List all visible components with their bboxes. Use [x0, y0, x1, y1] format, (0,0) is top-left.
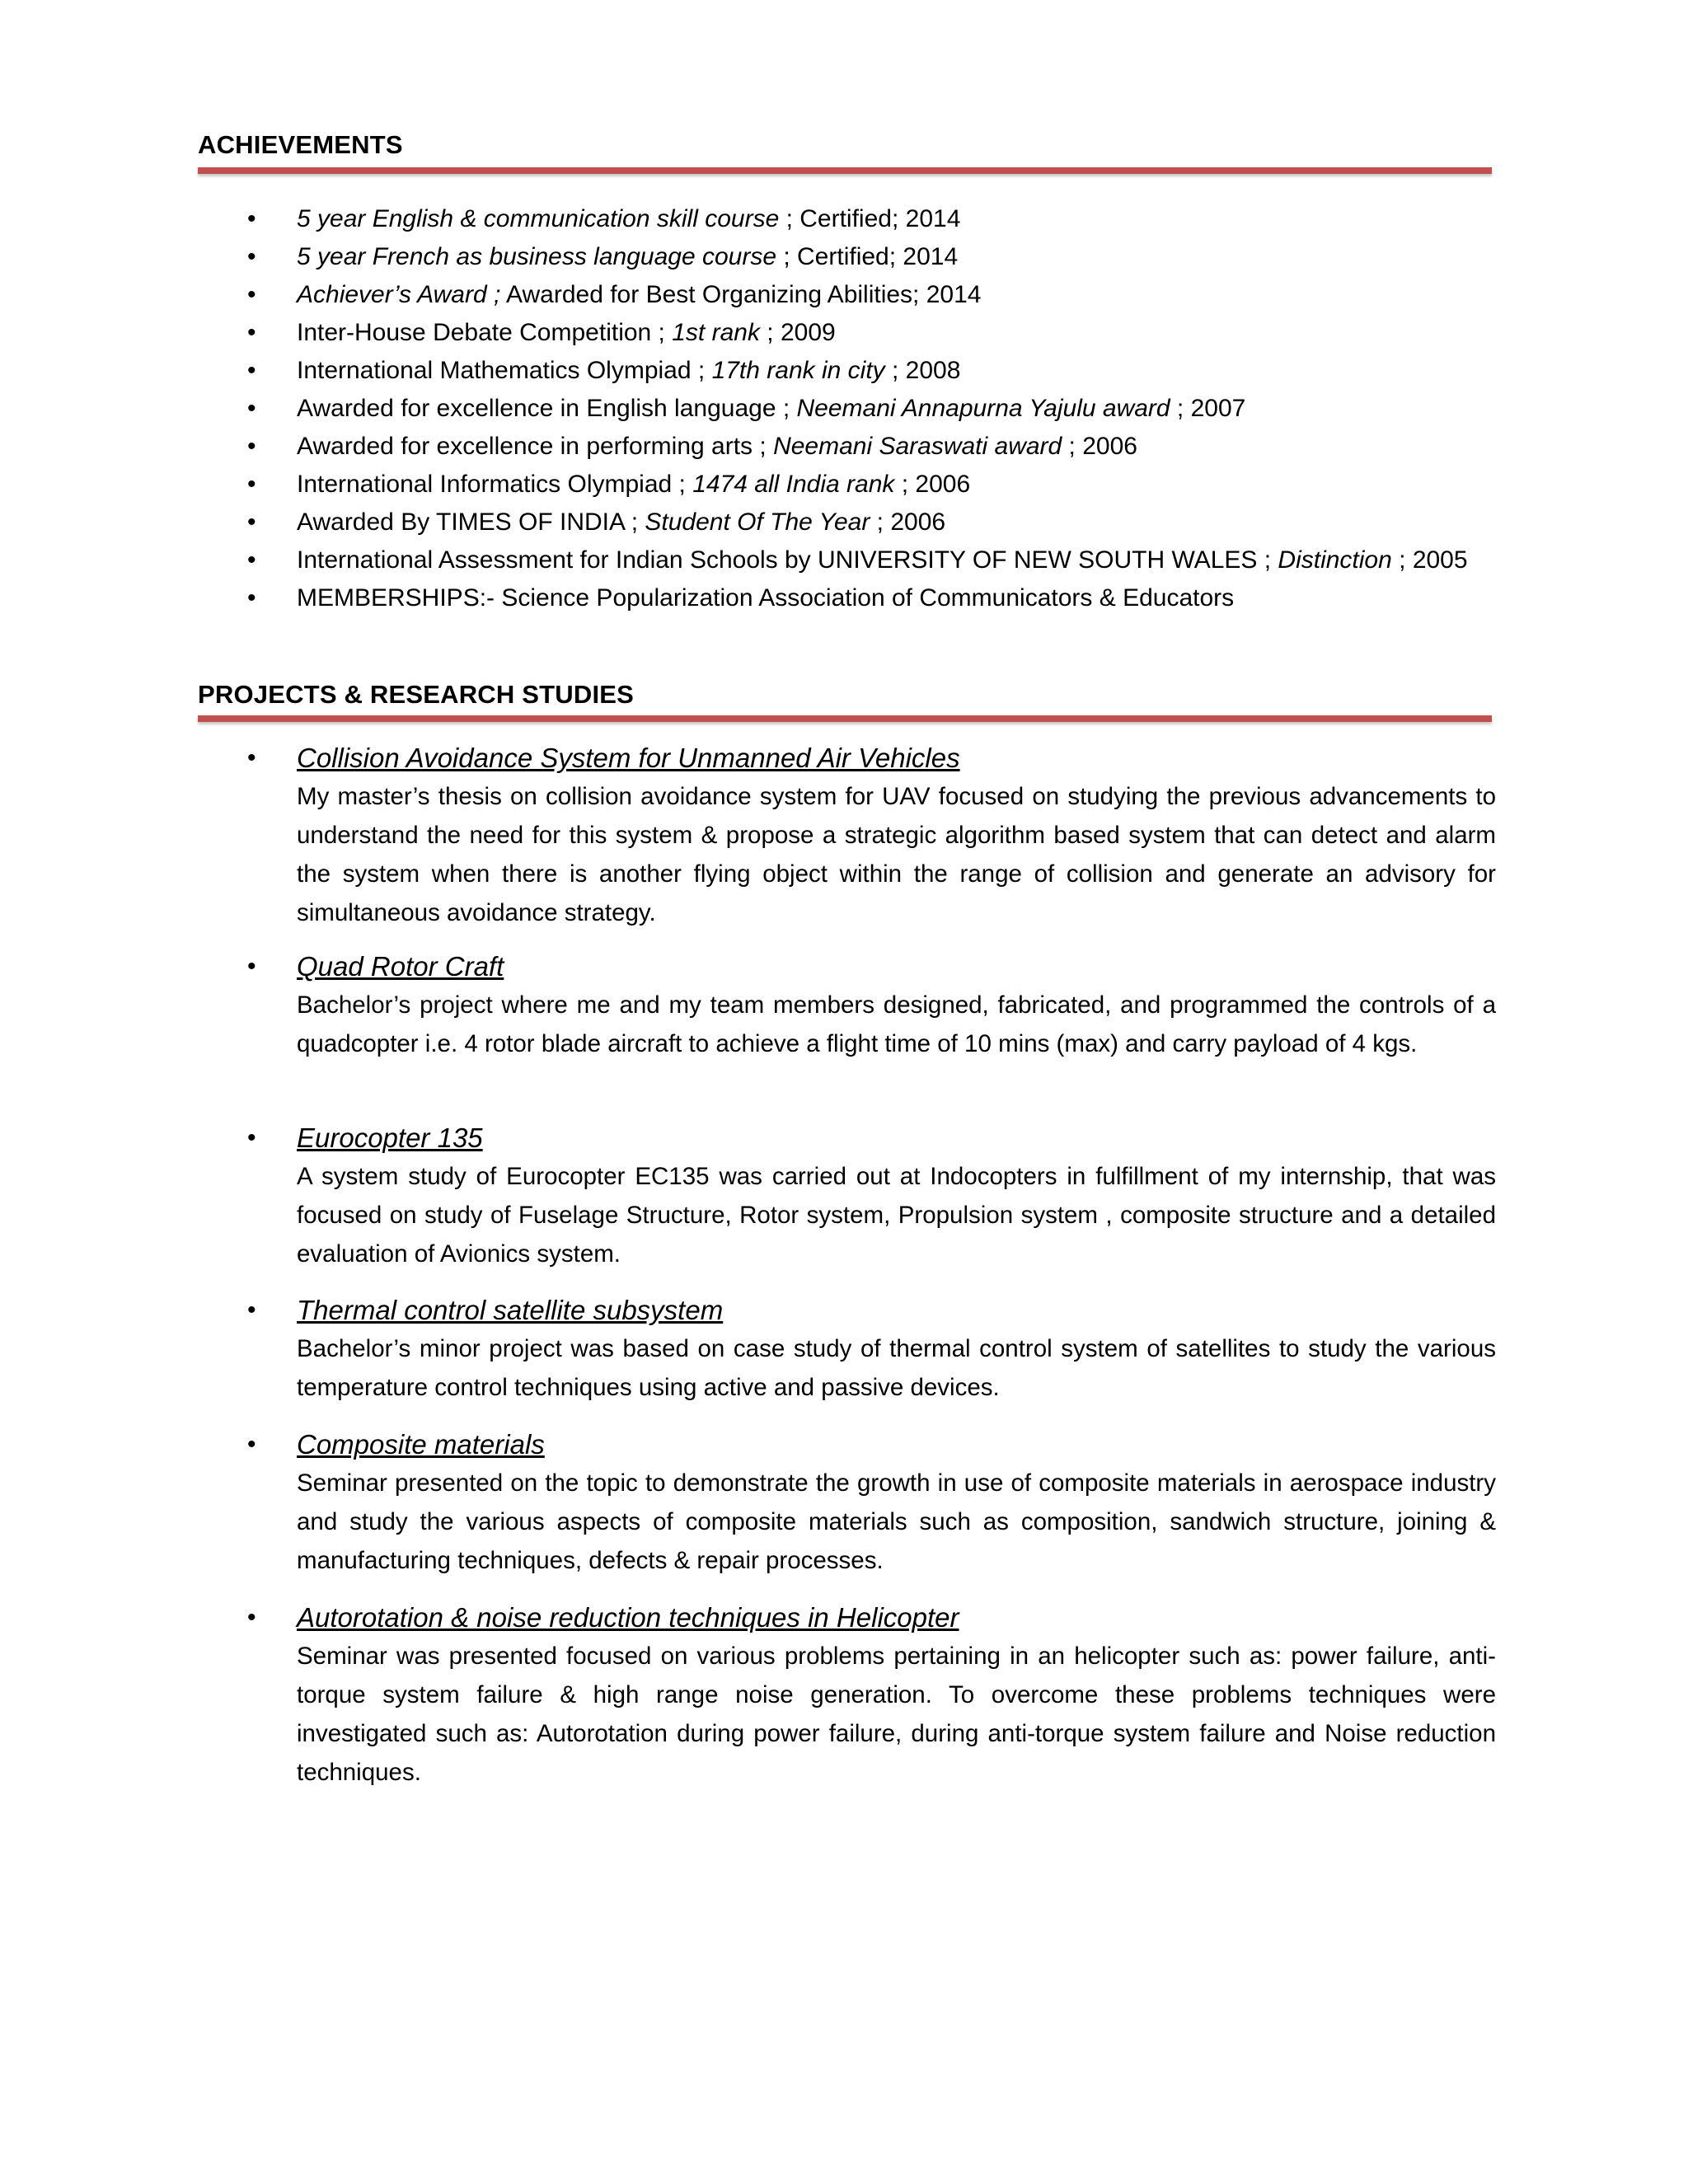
bullet-icon: •	[247, 546, 256, 574]
bullet-icon: •	[247, 395, 256, 422]
project-description: Seminar was presented focused on various problems pertaining in an helicopter such as: power failure, anti-torque system failure & high range noise generation. To overcome these problems techniques were investigated such as: Autorotation during power failure, during anti-torque system failure and Noise reduction techniques.	[297, 1643, 1496, 1786]
project-item	[247, 1119, 1500, 1273]
bullet-icon: •	[247, 471, 256, 498]
achievement-item: • Awarded By TIMES OF INDIA ; Student Of The Year ; 2006	[247, 504, 1468, 541]
bullet-icon: •	[247, 1296, 256, 1324]
bullet-icon: •	[247, 1124, 256, 1151]
achievement-item: • International Mathematics Olympiad ; 17th rank in city ; 2008	[247, 352, 1468, 390]
bullet-icon: •	[247, 319, 256, 346]
project-item	[247, 1426, 1500, 1580]
project-description: Seminar presented on the topic to demonstrate the growth in use of composite materials in aerospace industry and study the various aspects of composite materials such as composition, sandwich structure, joining & manufacturing techniques, defects & repair processes.	[297, 1469, 1496, 1574]
bullet-icon: •	[247, 509, 256, 536]
bullet-icon: •	[247, 281, 256, 308]
bullet-icon: •	[247, 584, 256, 612]
project-item	[247, 739, 1500, 932]
achievement-item: • International Assessment for Indian Schools by UNIVERSITY OF NEW SOUTH WALES ; Distinction ; 2005	[247, 541, 1468, 579]
project-title: Autorotation & noise reduction techniques in Helicopter	[297, 1602, 959, 1633]
bullet-icon: •	[247, 1604, 256, 1631]
project-item	[247, 948, 1500, 1063]
achievements-list	[247, 200, 1468, 617]
projects-heading: PROJECTS & RESEARCH STUDIES	[198, 680, 635, 709]
achievement-item: • International Informatics Olympiad ; 1474 all India rank ; 2006	[247, 466, 1468, 504]
project-description: My master’s thesis on collision avoidance system for UAV focused on studying the previous advancements to understand the need for this system & propose a strategic algorithm based system that can detect and alarm the system when there is another flying object within the range of collision and generate an advisory for simultaneous avoidance strategy.	[297, 783, 1496, 926]
project-item	[247, 1599, 1500, 1792]
project-title: Quad Rotor Craft	[297, 951, 504, 982]
project-title: Thermal control satellite subsystem	[297, 1295, 724, 1325]
project-description: A system study of Eurocopter EC135 was carried out at Indocopters in fulfillment of my internship, that was focused on study of Fuselage Structure, Rotor system, Propulsion system , composite structure and a detailed evaluation of Avionics system.	[297, 1163, 1496, 1268]
achievements-rule	[198, 167, 1492, 174]
bullet-icon: •	[247, 357, 256, 384]
achievement-item: • Awarded for excellence in English language ; Neemani Annapurna Yajulu award ; 2007	[247, 390, 1468, 428]
project-title: Collision Avoidance System for Unmanned Air Vehicles	[297, 743, 960, 773]
achievement-item: • 5 year English & communication skill course ; Certified; 2014	[247, 200, 1468, 238]
bullet-icon: •	[247, 1431, 256, 1458]
project-description: Bachelor’s project where me and my team members designed, fabricated, and programmed the controls of a quadcopter i.e. 4 rotor blade aircraft to achieve a flight time of 10 mins (max) and carry payload of 4 kgs.	[297, 991, 1496, 1057]
bullet-icon: •	[247, 433, 256, 460]
project-description: Bachelor’s minor project was based on case study of thermal control system of satellites to study the various temperature control techniques using active and passive devices.	[297, 1335, 1496, 1401]
achievement-item: • 5 year French as business language course ; Certified; 2014	[247, 238, 1468, 276]
achievement-item: • Awarded for excellence in performing arts ; Neemani Saraswati award ; 2006	[247, 428, 1468, 466]
achievements-heading: ACHIEVEMENTS	[198, 130, 403, 159]
bullet-icon: •	[247, 744, 256, 771]
project-title: Composite materials	[297, 1429, 545, 1460]
bullet-icon: •	[247, 205, 256, 232]
achievement-item: • MEMBERSHIPS:- Science Popularization Association of Communicators & Educators	[247, 579, 1468, 617]
bullet-icon: •	[247, 243, 256, 270]
projects-rule	[198, 715, 1492, 722]
project-title: Eurocopter 135	[297, 1122, 483, 1153]
project-item	[247, 1291, 1500, 1407]
achievement-item: • Inter-House Debate Competition ; 1st rank ; 2009	[247, 314, 1468, 352]
bullet-icon: •	[247, 953, 256, 980]
achievement-item: • Achiever’s Award ; Awarded for Best Organizing Abilities; 2014	[247, 276, 1468, 314]
